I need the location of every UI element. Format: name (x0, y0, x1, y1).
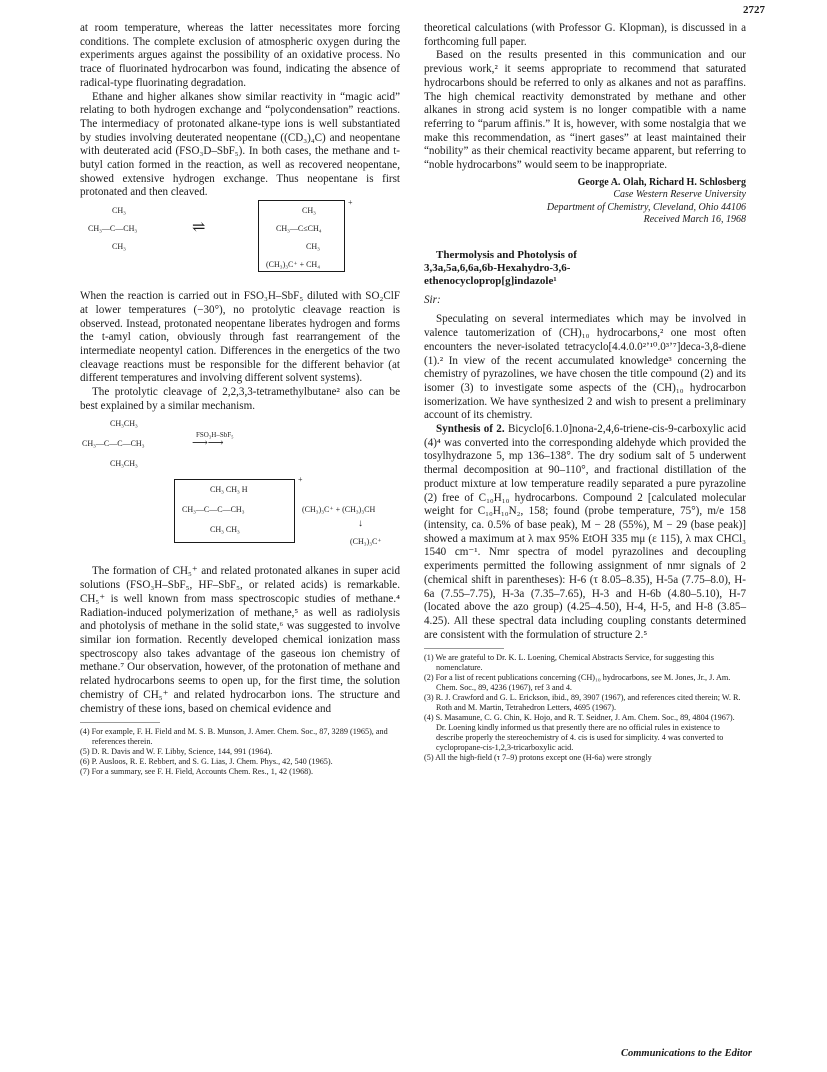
reaction-arrow: ⟶⟶ (192, 437, 224, 450)
scheme1-a1: CH₃ (112, 206, 126, 216)
footnote-3: (3) R. J. Crawford and G. L. Erickson, ibid., 89, 3907 (1967), and references cited therein; W. R. Roth and M. Martin, Tetrahedron Letters, 4695 (1967). (424, 693, 741, 713)
synthesis-heading: Synthesis of 2. (436, 423, 505, 436)
scheme2-reagent: FSO₃H–SbF₅ (196, 431, 234, 440)
footnote-rule-right (424, 648, 504, 649)
page-number: 2727 (743, 4, 765, 16)
left-footnotes (80, 722, 400, 777)
left-paragraph-1: at room temperature, whereas the latter necessitates more forcing conditions. The complete exclusion of atmospheric oxygen during the experiments argues against the possibility of an oxidative process. No trace of fluorinated hydrocarbon was found, indicating the absence of radical-type fluorinating degradation. (80, 22, 400, 89)
scheme2-b2: CH₃—C—C—CH₃ (182, 505, 245, 515)
footnote-5r: (5) All the high-field (τ 7–9) protons except one (H-6a) were strongly (424, 753, 652, 763)
right-column (424, 22, 746, 763)
footnote-4: (4) For example, F. H. Field and M. S. B. Munson, J. Amer. Chem. Soc., 87, 3289 (1965), and references therein. (80, 727, 388, 747)
scheme-tetramethylbutane (80, 413, 400, 565)
left-paragraph-4: The protolytic cleavage of 2,2,3,3-tetramethylbutane² also can be best explained by a similar mechanism. (80, 386, 400, 412)
left-paragraph-2: Ethane and higher alkanes show similar reactivity in “magic acid” relating to both hydrogen exchange and “polycondensation” reactions. The intermediacy of protonated alkane-type ions is well substantiated by studies involving deuterated neopentane ((CD₃)₄C) and neopentane with deuterated acid (FSO₃D–SbF₅). In both cases, the methane and t-butyl cation formed in the reaction, as well as recovered neopentane, showed extensive hydrogen exchange. Thus neopentane is first protonated and then cleaved. (80, 90, 400, 199)
scheme2-a1: CH₃CH₃ (110, 419, 138, 429)
affiliation-department: Department of Chemistry, Cleveland, Ohio 44106 (546, 201, 746, 213)
synthesis-text: Bicyclo[6.1.0]nona-2,4,6-triene-cis-9-carboxylic acid (4)⁴ was converted into the corresponding aldehyde which provided the tosylhydrazone 5, mp 136–138°. The dry sodium salt of 5 underwent thermal decomposition at 90–110°, and fractional distillation of the product mixture at low temperature readily separated a pure pyrazoline (2) free of C₁₀H₁₀ hydrocarbons. Compound 2 [calculated molecular weight for C₁₀H₁₀N₂, 158; found (probe temperature, 75°), m/e 158 (intensity, ca. 0.5% of base peak), M − 28 (55%), M − 29 (base peak)] showed a maximum at λ max 95% EtOH 335 mμ (ε 115), λ max CHCl₃ 1540 cm⁻¹. Nmr spectra of model pyrazolines and decoupling experiments permitted the following assignment of nmr signals of 2 (chemical shift in parentheses): H-6 (τ 8.05–8.35), H-5a (7.75–8.0), H-6a (7.55–7.75), H-3a (7.35–7.65), H-3 and H-6b (4.80–5.10), H-7 (located above the azo group) (4.25–4.50), H-4, H-5, and H-8 (3.85–4.25). All these spectral data including coupling constants determined are consistent with the formulation of structure 2.⁵ (424, 423, 746, 641)
author-names: George A. Olah, Richard H. Schlosberg (577, 176, 746, 188)
scheme1-a3: CH₃ (112, 242, 126, 252)
scheme2-down-arrow: ↓ (358, 518, 363, 530)
affiliation-university: Case Western Reserve University (613, 189, 746, 201)
scheme1-b3: CH₃ (306, 242, 320, 252)
scheme2-charge: + (298, 475, 303, 485)
scheme2-b1: CH₃ CH₃ H (210, 485, 248, 495)
salutation: Sir: (424, 293, 441, 306)
scheme1-b2: CH₃—C≤CH₄ (276, 224, 322, 234)
footnote-rule-left (80, 722, 160, 723)
footnote-4r: (4) S. Masamune, C. G. Chin, K. Hojo, and R. T. Seidner, J. Am. Chem. Soc., 89, 4804 (1967). Dr. Loening kindly informed us that presently there are no official rules in existence to describe properly the stereochemistry of 4. cis is used for simplicity. 4 was converted to cyclopropane-cis-1,2,3-tricarboxylic acid. (424, 713, 735, 753)
scheme2-a3: CH₃CH₃ (110, 459, 138, 469)
scheme1-bracket-right (336, 200, 345, 272)
left-column (80, 22, 400, 777)
scheme-neopentane (80, 200, 400, 282)
footnote-2: (2) For a list of recent publications concerning (CH)₁₀ hydrocarbons, see M. Jones, Jr., J. Am. Chem. Soc., 89, 4236 (1967), ref 3 and 4. (424, 673, 731, 693)
scheme2-products: (CH₃)₃C⁺ + (CH₃)₃CH (302, 505, 376, 515)
right-paragraph-3: Speculating on several intermediates which may be involved in valence tautomerization of (CH)₁₀ hydrocarbons,² one most often encounters the never-isolated tetracyclo[4.4.0.0²’¹⁰.0³’⁷]deca-3,8-diene (1).² In view of the recent accumulated knowledge³ concerning the chemistry of pyrazolines, we have chosen the title compound (2) and its isomer (3) to investigate some aspects of the (CH)₁₀ hydrocarbon isomerization. We have synthesized 2 and wish to present a preliminary account of its chemistry. (424, 313, 746, 422)
right-paragraph-1: theoretical calculations (with Professor G. Klopman), is discussed in a forthcoming full paper. (424, 22, 746, 48)
right-paragraph-4 (424, 423, 746, 642)
signature-block (424, 177, 746, 227)
footnote-6: (6) P. Ausloos, R. E. Rebbert, and S. G. Lias, J. Chem. Phys., 42, 540 (1965). (80, 757, 333, 767)
scheme1-charge: + (348, 198, 353, 208)
scheme2-bracket-right (286, 479, 295, 543)
scheme1-product: (CH₃)₃C⁺ + CH₄ (266, 260, 320, 270)
scheme2-product2: (CH₃)₃C⁺ (350, 537, 382, 547)
left-paragraph-3: When the reaction is carried out in FSO₃H–SbF₅ diluted with SO₂ClF at lower temperatures (−30°), no protolytic cleavage reaction is observed. Instead, protonated neopentane liberates hydrogen and forms the t-amyl cation, obviously through fast rearrangement of the intermediate neopentyl cation. Differences in the energetics of the two cleavage reactions must be responsible for the different behavior (at different temperatures and involving different solvent systems). (80, 290, 400, 385)
equilibrium-arrow: ⇌ (192, 219, 206, 237)
received-date: Received March 16, 1968 (643, 214, 746, 226)
scheme1-b1: CH₃ (302, 206, 316, 216)
footnote-5: (5) D. R. Davis and W. F. Libby, Science, 144, 991 (1964). (80, 747, 273, 757)
article-title: Thermolysis and Photolysis of 3,3a,5a,6,6a,6b-Hexahydro-3,6-ethenocycloprop[g]indazole¹ (424, 248, 577, 287)
left-paragraph-5: The formation of CH₅⁺ and related protonated alkanes in super acid solutions (FSO₃H–SbF₅, HF–SbF₅, or related acids) is remarkable. CH₅⁺ is well known from mass spectroscopic studies of methane.⁴ Radiation-induced polymerization of methane,⁵ as well as radiolysis and photolysis of methane in the solid state,⁶ was suggested to involve similar ion formation. Recently developed chemical ionization mass spectroscopy also takes advantage of the gaseous ion chemistry of methane.⁷ Our observation, however, of the protonation of methane and related hydrocarbons seems to open up, for the first time, the solution chemistry of CH₅⁺ and related hydrocarbon ions. The structure and chemistry of these ions, based on chemical evidence and (80, 565, 400, 715)
right-footnotes (424, 648, 746, 763)
footnote-7: (7) For a summary, see F. H. Field, Accounts Chem. Res., 1, 42 (1968). (80, 767, 314, 777)
footnote-1: (1) We are grateful to Dr. K. L. Loening, Chemical Abstracts Service, for suggesting this nomenclature. (424, 653, 714, 673)
page-footer: Communications to the Editor (621, 1048, 752, 1059)
scheme2-b3: CH₃ CH₃ (210, 525, 240, 535)
scheme2-a2: CH₃—C—C—CH₃ (82, 439, 145, 449)
right-paragraph-2: Based on the results presented in this communication and our previous work,² it seems appropriate to recommend that saturated hydrocarbons should be referred to only as alkanes and not as paraffins. The high chemical reactivity demonstrated by methane and other alkanes in strong acid system is no longer compatible with a name referring to “parum affinis.” It is, however, with some nostalgia that we make this recommendation, as “inert gases” at least maintained their “nobility” as their chemical reactivity became apparent, but referring to “noble hydrocarbons” would seem to be inappropriate. (424, 49, 746, 172)
scheme1-a2: CH₃—C—CH₃ (88, 224, 138, 234)
